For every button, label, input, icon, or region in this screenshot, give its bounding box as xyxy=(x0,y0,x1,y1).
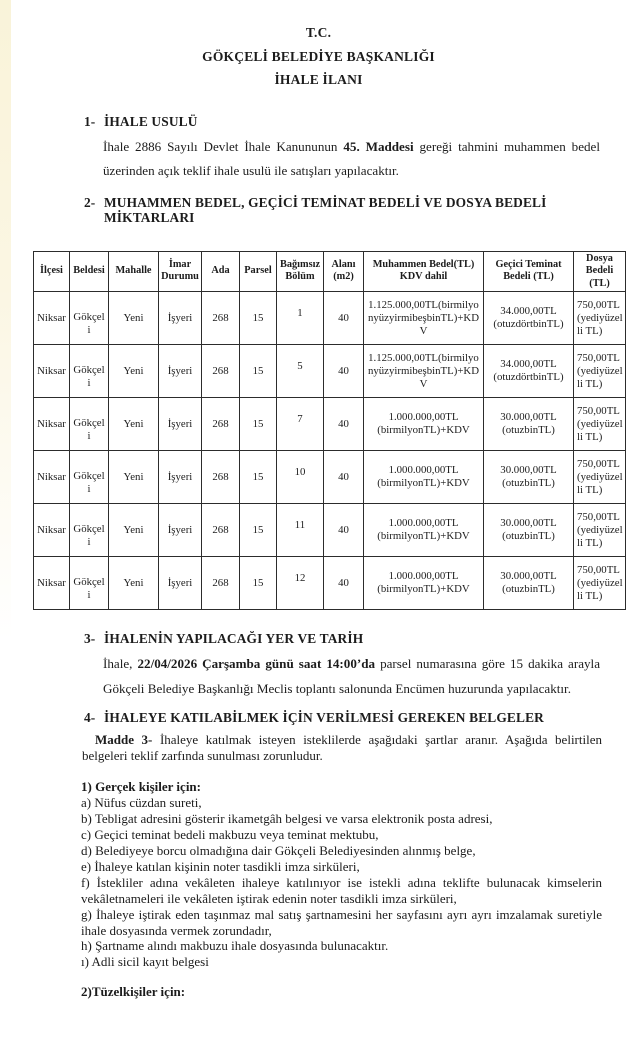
cell-muhammen-bedel: 1.000.000,00TL (birmilyonTL)+KDV xyxy=(364,557,484,610)
header-ada: Ada xyxy=(202,251,240,292)
table-row xyxy=(34,345,626,398)
header-dosya-bedeli: Dosya Bedeli (TL) xyxy=(574,251,626,292)
cell-gecici-teminat: 30.000,00TL (otuzbinTL) xyxy=(484,451,574,504)
cell-ilcesi: Niksar xyxy=(34,557,70,610)
cell-alani: 40 xyxy=(324,504,364,557)
section-1-number: 1- xyxy=(84,113,96,129)
section-2-title: MUHAMMEN BEDEL, GEÇİCİ TEMİNAT BEDELİ VE DOSYA BEDELİ MİKTARLARI xyxy=(104,194,547,225)
section-3-text-pre: İhale, xyxy=(103,656,138,671)
cell-mahalle: Yeni xyxy=(109,451,159,504)
cell-beldesi: Gökçeli xyxy=(70,398,109,451)
cell-ada: 268 xyxy=(202,345,240,398)
table-row xyxy=(34,398,626,451)
section-4-text-post: İhaleye katılmak isteyen isteklilerde aşağıdaki şartlar aranır. Aşağıda belirtilen belgeleri teklif zarfında sunulması zorunludur. xyxy=(82,732,602,764)
cell-alani: 40 xyxy=(324,557,364,610)
header-gecici-teminat: Geçici Teminat Bedeli (TL) xyxy=(484,251,574,292)
cell-mahalle: Yeni xyxy=(109,398,159,451)
section-1-text-bold: 45. Maddesi xyxy=(343,138,414,154)
cell-beldesi: Gökçeli xyxy=(70,557,109,610)
cell-ada: 268 xyxy=(202,398,240,451)
list-item-g: g) İhaleye iştirak eden taşınmaz mal satış şartnamesini her sayfasını ayrı ayrı imzalamak suretiyle ihale dosyasında vermek zorundadır, xyxy=(81,906,602,938)
cell-ada: 268 xyxy=(202,557,240,610)
cell-alani: 40 xyxy=(324,292,364,345)
cell-alani: 40 xyxy=(324,398,364,451)
cell-bagimsiz-bolum: 7 xyxy=(277,398,324,451)
cell-beldesi: Gökçeli xyxy=(70,292,109,345)
cell-alani: 40 xyxy=(324,345,364,398)
cell-muhammen-bedel: 1.125.000,00TL(birmilyonyüzyirmibeşbinTL)+KDV xyxy=(364,345,484,398)
cell-ada: 268 xyxy=(202,292,240,345)
section-1-paragraph xyxy=(103,135,600,184)
section-4-title: İHALEYE KATILABİLMEK İÇİN VERİLMESİ GEREKEN BELGELER xyxy=(104,710,544,725)
header-ilcesi: İlçesi xyxy=(34,251,70,292)
list-item-i: ı) Adli sicil kayıt belgesi xyxy=(81,954,209,970)
cell-muhammen-bedel: 1.000.000,00TL (birmilyonTL)+KDV xyxy=(364,504,484,557)
list-item-f: f) İstekliler adına vekâleten ihaleye katılınıyor ise istekli adına teklifte bulunacak kimselerin vekâletnameleri ile vekâleten iştirak edenin noter tasdikli imza sirküleri, xyxy=(81,874,602,906)
cell-mahalle: Yeni xyxy=(109,292,159,345)
cell-beldesi: Gökçeli xyxy=(70,451,109,504)
cell-ada: 268 xyxy=(202,451,240,504)
header-imar-durumu: İmar Durumu xyxy=(159,251,202,292)
section-2-heading xyxy=(84,195,607,225)
cell-gecici-teminat: 30.000,00TL (otuzbinTL) xyxy=(484,557,574,610)
cell-mahalle: Yeni xyxy=(109,345,159,398)
title-municipality: GÖKÇELİ BELEDİYE BAŞKANLIĞI xyxy=(202,48,435,64)
title-tc: T.C. xyxy=(305,25,332,40)
header-parsel: Parsel xyxy=(240,251,277,292)
cell-ilcesi: Niksar xyxy=(34,504,70,557)
section-3-paragraph xyxy=(103,652,600,701)
list-real-persons xyxy=(81,779,602,970)
header-alani: Alanı (m2) xyxy=(324,251,364,292)
cell-ilcesi: Niksar xyxy=(34,345,70,398)
header-beldesi: Beldesi xyxy=(70,251,109,292)
cell-beldesi: Gökçeli xyxy=(70,345,109,398)
cell-dosya-bedeli: 750,00TL (yediyüzelli TL) xyxy=(574,451,626,504)
header-mahalle: Mahalle xyxy=(109,251,159,292)
cell-gecici-teminat: 30.000,00TL (otuzbinTL) xyxy=(484,398,574,451)
cell-alani: 40 xyxy=(324,451,364,504)
cell-imar-durumu: İşyeri xyxy=(159,504,202,557)
cell-dosya-bedeli: 750,00TL (yediyüzelli TL) xyxy=(574,504,626,557)
cell-parsel: 15 xyxy=(240,398,277,451)
cell-parsel: 15 xyxy=(240,345,277,398)
cell-mahalle: Yeni xyxy=(109,557,159,610)
section-4-paragraph xyxy=(82,732,602,764)
cell-parsel: 15 xyxy=(240,504,277,557)
madde-3-label: Madde 3- xyxy=(95,732,153,747)
cell-dosya-bedeli: 750,00TL (yediyüzelli TL) xyxy=(574,557,626,610)
table-row xyxy=(34,292,626,345)
cell-dosya-bedeli: 750,00TL (yediyüzelli TL) xyxy=(574,398,626,451)
table-row xyxy=(34,451,626,504)
header-bagimsiz-bolum: Bağımsız Bölüm xyxy=(277,251,324,292)
list-item-h: h) Şartname alındı makbuzu ihale dosyasında bulunacaktır. xyxy=(81,938,389,954)
cell-muhammen-bedel: 1.000.000,00TL (birmilyonTL)+KDV xyxy=(364,451,484,504)
list-item-e: e) İhaleye katılan kişinin noter tasdikli imza sirküleri, xyxy=(81,858,360,874)
table-header-row xyxy=(34,251,626,292)
cell-dosya-bedeli: 750,00TL (yediyüzelli TL) xyxy=(574,292,626,345)
cell-beldesi: Gökçeli xyxy=(70,504,109,557)
cell-ilcesi: Niksar xyxy=(34,292,70,345)
list-legal-persons-heading: 2)Tüzelkişiler için: xyxy=(81,984,186,1000)
cell-imar-durumu: İşyeri xyxy=(159,345,202,398)
cell-bagimsiz-bolum: 5 xyxy=(277,345,324,398)
cell-parsel: 15 xyxy=(240,557,277,610)
cell-bagimsiz-bolum: 1 xyxy=(277,292,324,345)
section-3-text-bold: 22/04/2026 Çarşamba günü saat 14:00’da xyxy=(137,656,376,671)
cell-ada: 268 xyxy=(202,504,240,557)
section-1-text-post: gereği tahmini muhammen bedel üzerinden açık teklif ihale usulü ile satışları yapılacaktır. xyxy=(103,138,601,178)
tender-table xyxy=(33,251,626,611)
list-item-b: b) Tebligat adresini gösterir ikametgâh belgesi ve varsa elektronik posta adresi, xyxy=(81,811,493,827)
list-item-a: a) Nüfus cüzdan sureti, xyxy=(81,795,202,811)
cell-dosya-bedeli: 750,00TL (yediyüzelli TL) xyxy=(574,345,626,398)
table-row xyxy=(34,504,626,557)
cell-imar-durumu: İşyeri xyxy=(159,398,202,451)
section-4-heading xyxy=(84,710,607,725)
cell-bagimsiz-bolum: 10 xyxy=(277,451,324,504)
cell-gecici-teminat: 34.000,00TL (otuzdörtbinTL) xyxy=(484,345,574,398)
section-1-text-pre: İhale 2886 Sayılı Devlet İhale Kanununun xyxy=(103,138,344,154)
section-3-number: 3- xyxy=(84,631,96,646)
section-3-text-post: parsel numarasına göre 15 dakika arayla Gökçeli Belediye Başkanlığı Meclis toplantı salonunda Encümen huzurunda yapılacaktır. xyxy=(103,656,601,696)
cell-gecici-teminat: 30.000,00TL (otuzbinTL) xyxy=(484,504,574,557)
section-1-heading xyxy=(84,114,607,129)
table-row xyxy=(34,557,626,610)
cell-muhammen-bedel: 1.125.000,00TL(birmilyonyüzyirmibeşbinTL)+KDV xyxy=(364,292,484,345)
cell-parsel: 15 xyxy=(240,292,277,345)
section-1-title: İHALE USULÜ xyxy=(104,113,198,129)
cell-parsel: 15 xyxy=(240,451,277,504)
document-header xyxy=(0,0,637,92)
cell-imar-durumu: İşyeri xyxy=(159,557,202,610)
cell-muhammen-bedel: 1.000.000,00TL (birmilyonTL)+KDV xyxy=(364,398,484,451)
section-2-number: 2- xyxy=(84,194,96,210)
cell-gecici-teminat: 34.000,00TL (otuzdörtbinTL) xyxy=(484,292,574,345)
section-3-title: İHALENİN YAPILACAĞI YER VE TARİH xyxy=(104,631,364,646)
section-4-number: 4- xyxy=(84,710,96,725)
cell-imar-durumu: İşyeri xyxy=(159,292,202,345)
section-3-heading xyxy=(84,631,607,646)
scanned-page-edge xyxy=(0,0,11,640)
cell-imar-durumu: İşyeri xyxy=(159,451,202,504)
list-real-persons-heading: 1) Gerçek kişiler için: xyxy=(81,779,201,795)
cell-ilcesi: Niksar xyxy=(34,451,70,504)
cell-bagimsiz-bolum: 12 xyxy=(277,557,324,610)
header-muhammen-bedel: Muhammen Bedel(TL) KDV dahil xyxy=(364,251,484,292)
list-item-d: d) Belediyeye borcu olmadığına dair Gökçeli Belediyesinden alınmış belge, xyxy=(81,843,476,859)
cell-ilcesi: Niksar xyxy=(34,398,70,451)
cell-mahalle: Yeni xyxy=(109,504,159,557)
list-item-c: c) Geçici teminat bedeli makbuzu veya teminat mektubu, xyxy=(81,827,379,843)
cell-bagimsiz-bolum: 11 xyxy=(277,504,324,557)
title-announcement: İHALE İLANI xyxy=(274,72,363,87)
